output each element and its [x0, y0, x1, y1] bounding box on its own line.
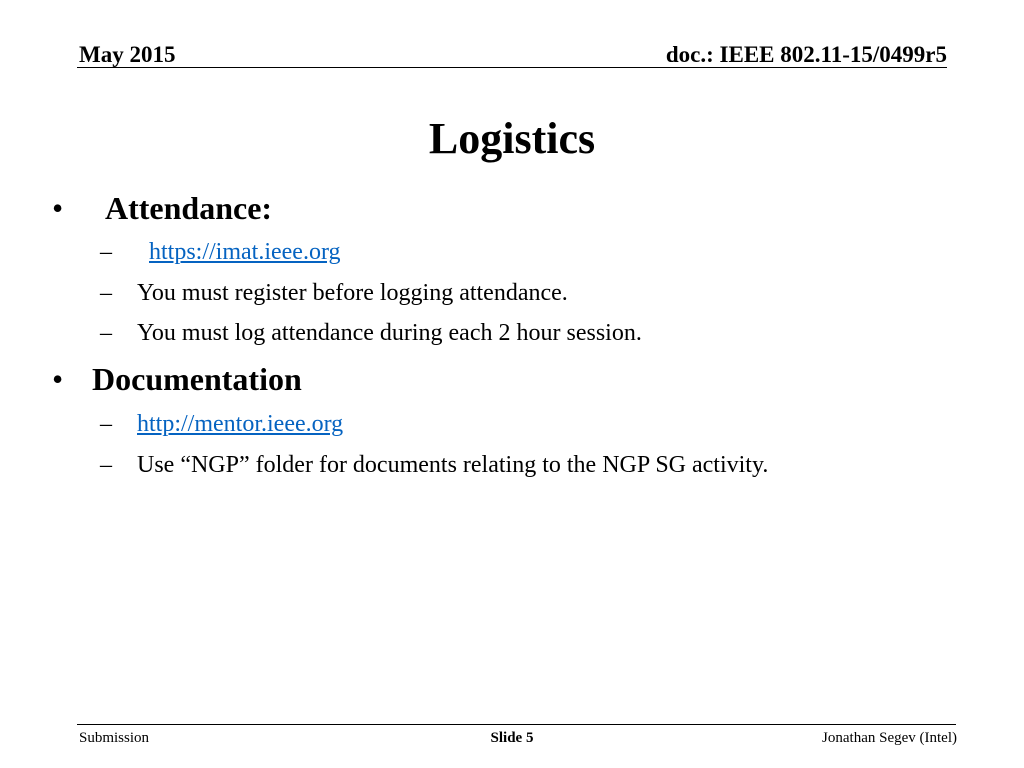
- sub-bullet-marker: –: [100, 280, 112, 306]
- sub-bullet-marker: –: [100, 411, 112, 437]
- footer-divider: [77, 724, 956, 725]
- bullet-marker: •: [52, 190, 64, 226]
- mentor-link[interactable]: http://mentor.ieee.org: [137, 411, 344, 437]
- slide-title: Logistics: [428, 114, 596, 163]
- sub-bullet-marker: –: [100, 452, 112, 478]
- footer-submission: Submission: [79, 730, 150, 746]
- sub-bullet-log-attendance: You must log attendance during each 2 hour session.: [137, 320, 642, 346]
- header-doc-id: doc.: IEEE 802.11-15/0499r5: [665, 42, 947, 67]
- sub-bullet-marker: –: [100, 320, 112, 346]
- sub-bullet-register: You must register before logging attendance.: [137, 280, 568, 306]
- header-date: May 2015: [79, 42, 176, 67]
- sub-bullet-marker: –: [100, 239, 112, 265]
- header-divider: [77, 67, 947, 68]
- sub-bullet-ngp-folder: Use “NGP” folder for documents relating to the NGP SG activity.: [137, 452, 769, 478]
- imat-link[interactable]: https://imat.ieee.org: [149, 239, 341, 265]
- footer-slide-number: Slide 5: [490, 730, 534, 746]
- bullet-attendance: Attendance:: [105, 190, 273, 226]
- bullet-marker: •: [52, 361, 64, 397]
- footer-author: Jonathan Segev (Intel): [822, 730, 957, 746]
- bullet-documentation: Documentation: [92, 361, 302, 397]
